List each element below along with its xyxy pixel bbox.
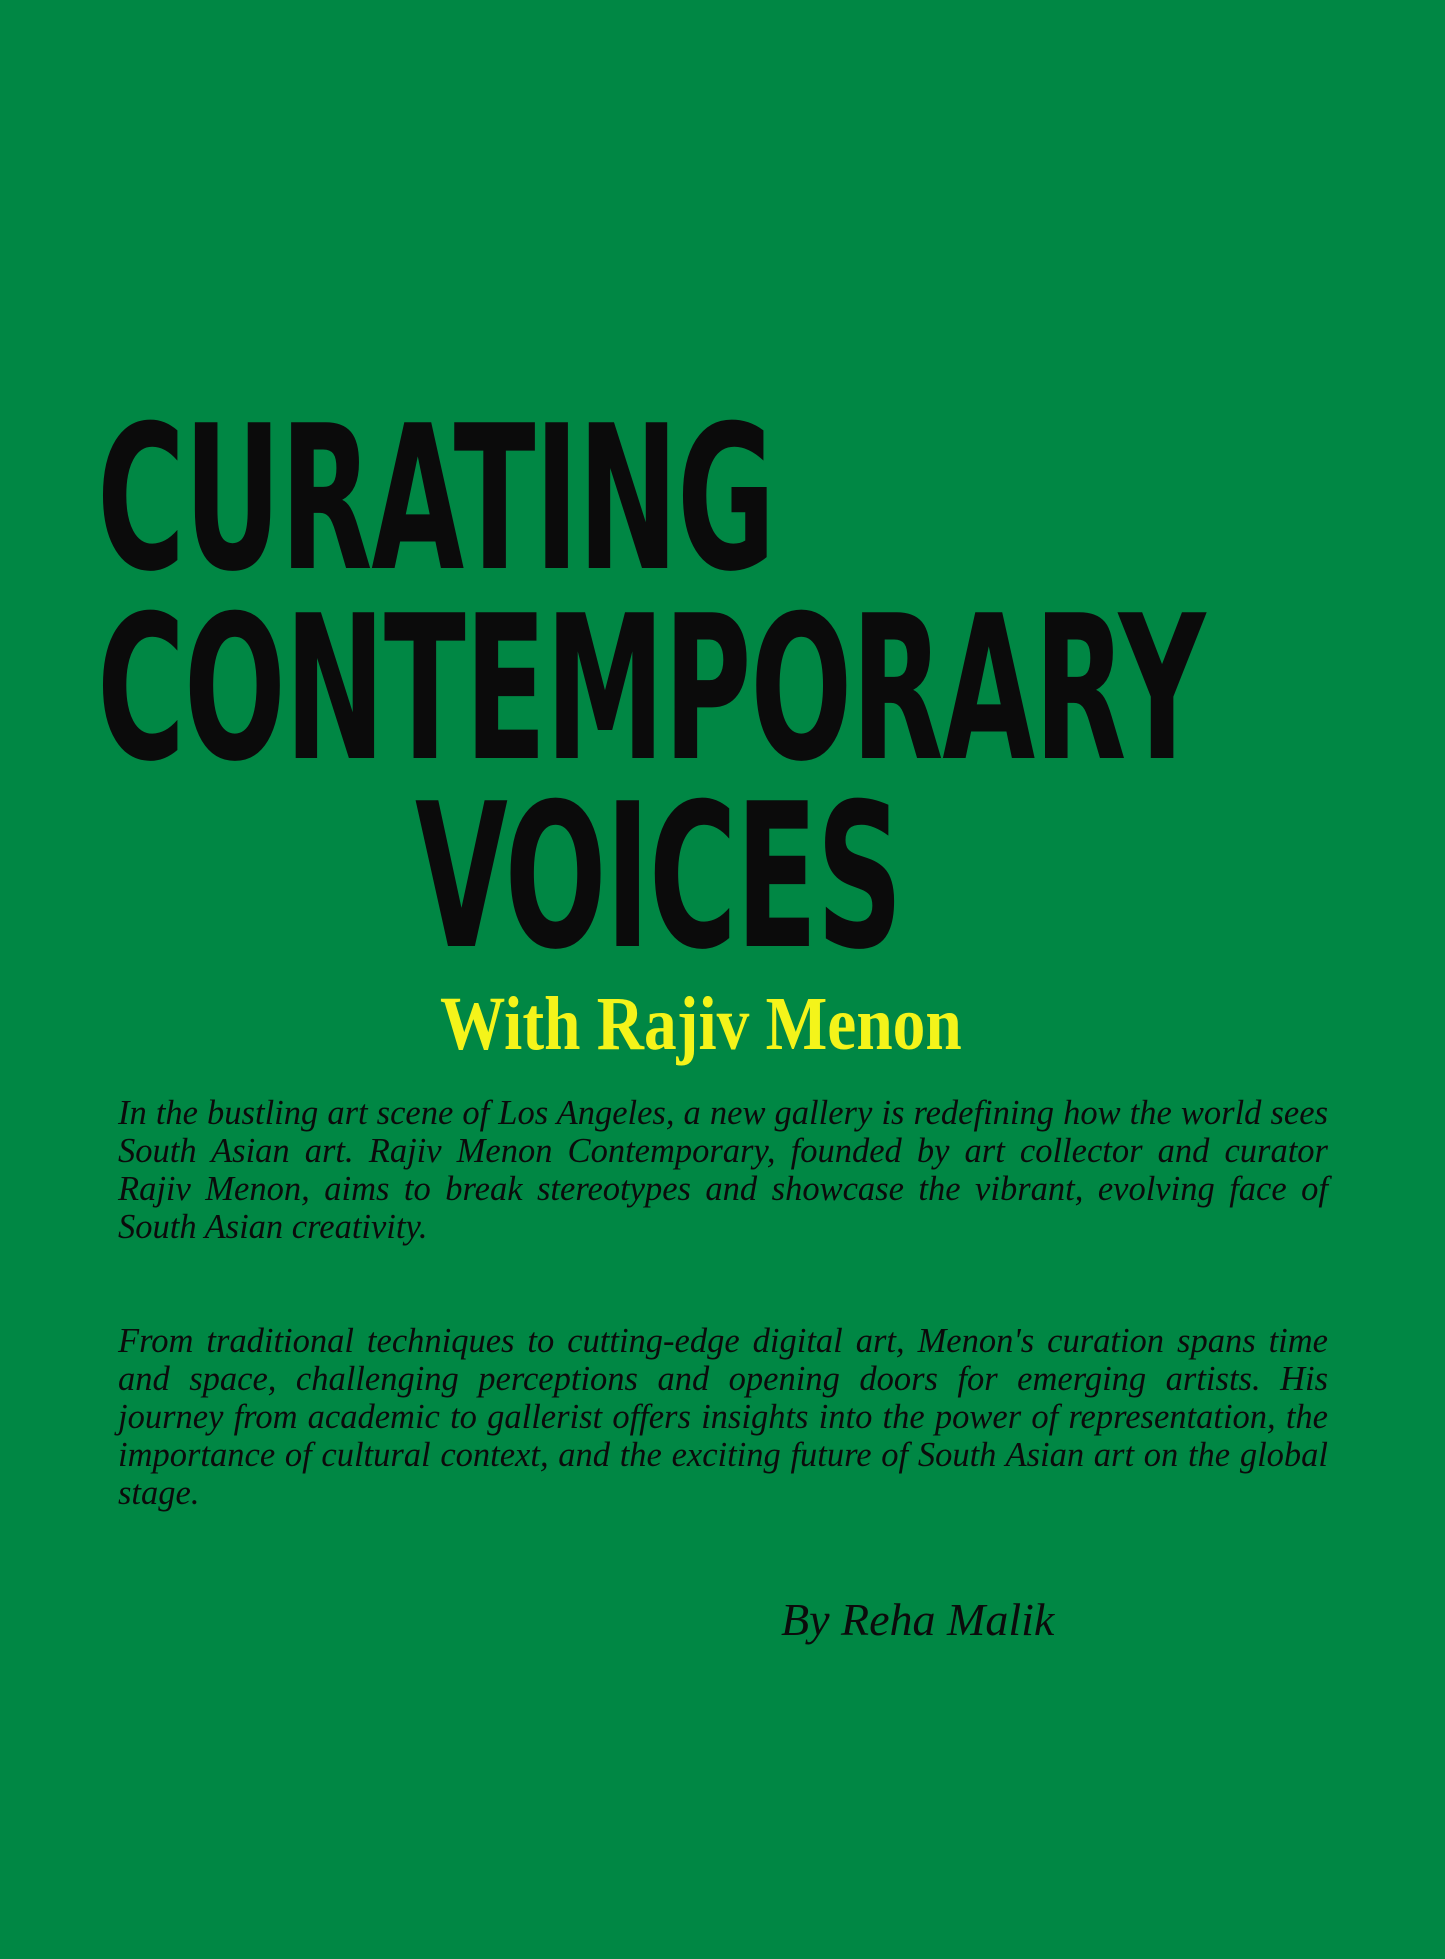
intro-paragraph-1: In the bustling art scene of Los Angeles, a new gallery is redefining how the world sees South Asian art. Rajiv Menon Contemporary, founded by art collector and curator Rajiv Menon, aims to break stereotypes and showcase the vibrant, evolving face of South Asian creativity. <box>118 1094 1328 1246</box>
subtitle: With Rajiv Menon <box>440 982 962 1066</box>
intro-paragraph-2: From traditional techniques to cutting-edge digital art, Menon's curation spans time and space, challenging perceptions and opening doors for emerging artists. His journey from academic to gallerist offers insights into the power of representation, the importance of cultural context, and the exciting future of South Asian art on the global stage. <box>118 1322 1328 1512</box>
headline-line-2: CONTEMPORARY <box>97 573 1205 806</box>
headline-line-3: VOICES <box>415 761 902 994</box>
byline: By Reha Malik <box>781 1594 1055 1645</box>
headline-line-1: CURATING <box>97 383 775 616</box>
